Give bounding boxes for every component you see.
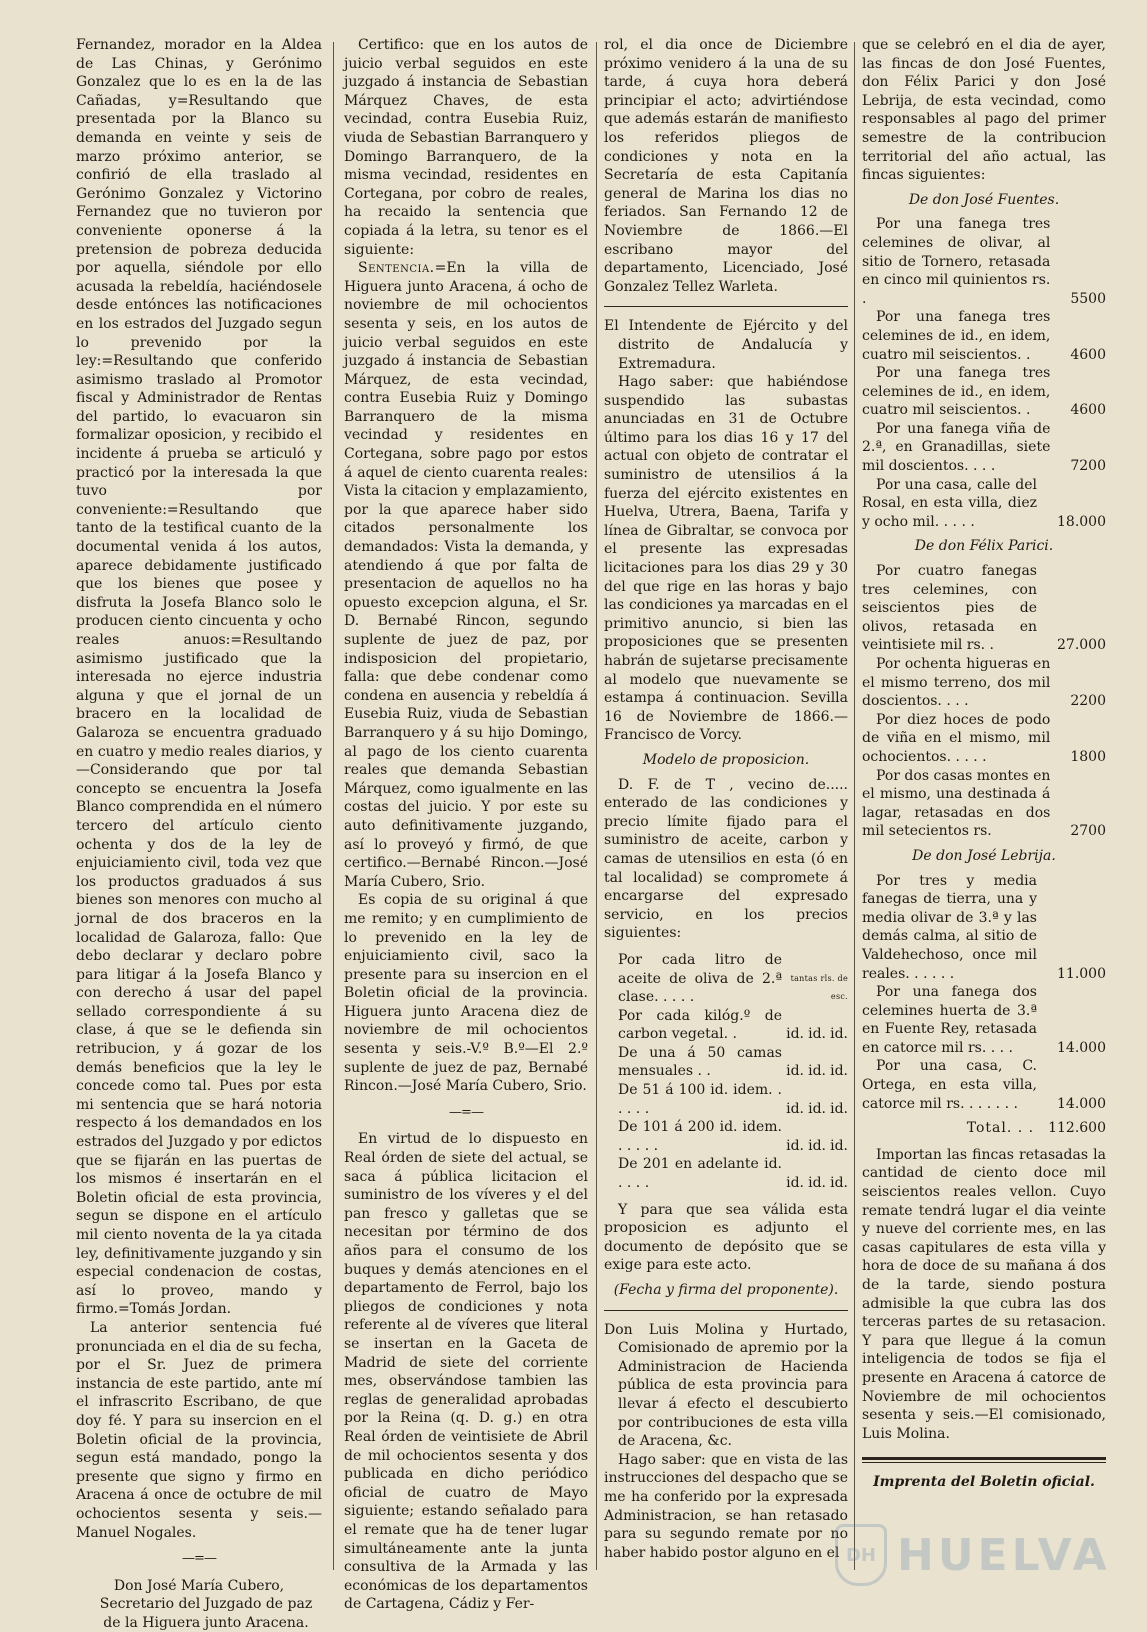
property-text: Por una casa, C. Ortega, en esta villa, catorce mil rs. . . . . . . [862, 1058, 1037, 1112]
retasacion-continuation: que se celebró en el dia de ayer, las fincas de don José Fuentes, don Félix Parici y don José Lebrija, de esta vecindad, como responsables al pago del primer semestre de la contribucion territorial del año actual, las fincas siguientes: [862, 37, 1106, 184]
column-3 [604, 36, 848, 1582]
total-value: 112.600 [1048, 1120, 1106, 1137]
model-title: Modelo de proposicion. [642, 751, 810, 768]
property-item [862, 767, 1106, 841]
signature-note: (Fecha y firma del proponente). [613, 1282, 839, 1298]
owner-heading-fuentes: De don José Fuentes. [908, 191, 1060, 208]
price-cell: id. [830, 1063, 848, 1080]
copy-paragraph: Es copia de su original á que me remito; y en cumplimiento de lo prevenido en la ley de enjuiciamiento civil, saco la presente para su insercion en el Boletin oficial de la provincia. Higuera junto Aracena diez de noviembre de mil ochocientos sesenta y seis.-V.º B.º—El 2.º suplente de juez de paz, Bernabé Rincon.—José María Cubero, Srio. [344, 892, 588, 1095]
price-cell: id. [830, 1137, 848, 1154]
price-table-row [604, 1007, 848, 1044]
price-cell: id. [786, 1100, 804, 1117]
horizontal-rule [604, 1310, 848, 1311]
model-paragraph: D. F. de T , vecino de..... enterado de las condiciones y precio límite fijado para el suministro de aceite, carbon y camas de utensilios en esta (ó en tal localidad) se compromete á encargarse del expresado servicio, en los precios siguientes: [604, 776, 848, 942]
imprint-line: Imprenta del Boletin oficial. [873, 1474, 1095, 1491]
price-label: De 201 en adelante id. . . . . [618, 1156, 782, 1192]
property-item [862, 655, 1106, 711]
price-cell: id. [786, 1026, 804, 1043]
property-amount: 1800 [1070, 748, 1106, 765]
property-item [862, 1057, 1106, 1113]
total-row [862, 1119, 1106, 1138]
column-divider [596, 42, 597, 1570]
commissioner-heading: Don Luis Molina y Hurtado, Comisionado de apremio por la Administracion de Hacienda pública de esta provincia para llevar á efecto el descubierto por contribuciones de esta villa de Aracena, &c. [604, 1321, 848, 1450]
property-item [862, 476, 1106, 532]
price-label: Por cada kilóg.º de carbon vegetal. . [618, 1007, 782, 1043]
column-divider [854, 42, 855, 1570]
property-amount: 27.000 [1057, 637, 1106, 654]
price-label: Por cada litro de aceite de oliva de 2.ª clase. . . . . [618, 951, 782, 1006]
property-text: Por ochenta higueras en el mismo terreno, dos mil doscientos. . . . [862, 656, 1051, 710]
price-cell: id. [830, 1175, 848, 1192]
price-cell: id. [786, 1063, 804, 1080]
property-text: Por una casa, calle del Rosal, en esta villa, diez y ocho mil. . . . . [862, 476, 1037, 530]
property-amount: 5500 [1070, 290, 1106, 307]
property-text: Por una fanega viña de 2.ª, en Granadillas, siete mil doscientos. . . . [862, 420, 1051, 475]
property-item [862, 215, 1106, 308]
property-text: Por una fanega dos celemines huerta de 3.ª en Fuente Rey, retasada en catorce mil rs. . . . [862, 984, 1037, 1056]
property-amount: 2200 [1070, 693, 1106, 710]
price-header: tantas rls. de esc. [790, 973, 848, 1002]
price-table-row [604, 951, 848, 1007]
price-cell: id. [786, 1175, 804, 1192]
closing-paragraph: Importan las fincas retasadas la cantidad de ciento doce mil seiscientos reales vellon. Cuyo remate tendrá lugar el dia veinte y nueve del corriente mes, en las casas capitulares de esta villa y hora de doce de su mañana á dos de la tarde, siendo postura admisible la que cubra las dos terceras partes de su retasacion. Y para que llegue á la comun inteligencia de todos se fija el presente en Aracena á catorce de Noviembre de mil ochocientos sesenta y seis.—El comisionado, Luis Molina. [862, 1146, 1106, 1442]
section-separator: —=— [449, 1104, 483, 1120]
price-cell: id. [808, 1063, 826, 1080]
property-text: Por una fanega tres celemines de olivar, al sitio de Tornero, retasada en cinco mil quinientos rs. . [862, 216, 1051, 307]
property-item [862, 308, 1106, 364]
price-cell: id. [786, 1137, 804, 1154]
watermark-text: HUELVA [897, 1529, 1111, 1581]
section-separator: —=— [182, 1551, 216, 1567]
price-cell: id. [808, 1026, 826, 1043]
property-text: Por diez hoces de podo de viña en el mismo, mil ochocientos. . . . . [862, 711, 1051, 765]
property-item [862, 711, 1106, 767]
property-item [862, 562, 1106, 655]
sentence-paragraph [344, 259, 588, 891]
owner-heading-parici: De don Félix Parici. [914, 538, 1054, 555]
property-text: Por una fanega tres celemines de id., en idem, cuatro mil seiscientos. . [862, 309, 1051, 363]
tender-notice-paragraph: En virtud de lo dispuesto en Real órden de siete del actual, se saca á pública licitacion el suministro de los víveres y el del pan fresco y galletas que se necesitan por término de dos años para el consumo de los buques y demás atenciones en el departamento de Ferrol, bajo los pliegos de condiciones y nota referente al de víveres que literal se insertan en la Gaceta de Madrid de siete del corriente mes, observándose tambien las reglas de generalidad aprobadas por la Reina (q. D. g.) en otra Real órden de veintisiete de Abril de mil ochocientos sesenta y dos publicada en dicho periódico oficial de cuatro de Mayo siguiente; estando señalado para el remate que ha de tener lugar simultáneamente ante la junta consultiva de la Armada y las económicas de los departamentos de Cartagena, Cádiz y Fer- [344, 1131, 588, 1613]
property-amount: 4600 [1070, 346, 1106, 363]
horizontal-rule [604, 306, 848, 307]
column-4 [862, 36, 1106, 1582]
price-table-row [604, 1044, 848, 1081]
total-label: Total. . . [966, 1120, 1035, 1137]
property-amount: 2700 [1070, 823, 1106, 840]
price-label: De 101 á 200 id. idem. . . . . . [618, 1119, 782, 1154]
price-label: De 51 á 100 id. idem. . . . . . [618, 1082, 782, 1117]
sentence-continuation: Fernandez, morador en la Aldea de Las Chinas, y Gerónimo Gonzalez que lo es en la de las Cañadas, y=Resultando que presentada por la Blanco su demanda en veinte y seis de marzo próximo anterior, se confirió de ella traslado al Gerónimo Gonzalez y Victorino Fernandez que no tuvieron por conveniente oponerse á la pretension de pobreza deducida por aquella, siéndole por ello acusada la rebeldía, haciéndosele desde entónces las notificaciones en los estrados del Juzgado segun lo prevenido por la ley:=Resultando que conferido asimismo traslado al Promotor fiscal y Administrador de Rentas del partido, lo evacuaron sin formalizar oposicion, y recibido el incidente á prueba se articuló y practicó por la interesada la que tuvo por conveniente:=Resultando que tanto de la testifical cuanto de la documental venida á los autos, aparece debidamente justificado que los bienes que posee y disfruta la Josefa Blanco solo le producen ciento cincuenta y ocho reales anuos:=Resultando asimismo justificado que la interesada no ejerce industria alguna y que el jornal de un bracero en la localidad de Galaroza se encuentra graduado en cuatro y medio reales diarios, y—Considerando que por tal concepto se encuentra la Josefa Blanco comprendida en el número tercero del artículo ciento ochenta y dos de la ley de enjuiciamiento civil, toda vez que los productos graduados á sus bienes son menores con mucho al jornal de dos braceros en la localidad de Galaroza, fallo: Que debo declarar y declaro pobre para litigar á la Josefa Blanco y con derecho á usar del papel sellado correspondiente á su clase, á que se le defienda sin retribucion, y á gozar de los demás beneficios que la ley le concede como tal. Pues por esta mi sentencia que se hará notoria respecto á los demandados en los estrados del Juzgado y por edictos que se fijarán en las puertas de los mismos é insertarán en el Boletin oficial de esta provincia, segun se dispone en el artículo mil ciento noventa de la ya citada ley, definitivamente juzgando y sin especial condenacion de costas, así lo proveo, mando y firmo.=Tomás Jordan. [76, 37, 322, 1318]
property-amount: 7200 [1070, 458, 1106, 475]
tender-notice-continuation: rol, el dia once de Diciembre próximo venidero á la una de su tarde, á cuya hora deberá principiar el acto; advirtiéndose que además estarán de manifiesto los referidos pliegos de condiciones y nota en la Secretaría de esta Capitanía general de Marina los dias no feriados. San Fernando 12 de Noviembre de 1866.—El escribano mayor del departamento, Licenciado, José Gonzalez Tellez Warleta. [604, 37, 848, 295]
notice-heading: Don José María Cubero, Secretario del Juzgado de paz de la Higuera junto Aracena. [99, 1577, 313, 1631]
pronouncement-paragraph: La anterior sentencia fué pronunciada en el dia de su fecha, por el Sr. Juez de primera instancia de este partido, ante mí el infrascrito Escribano, de que doy fé. Y para su insercion en el Boletin oficial de la provincia, segun está mandado, pongo la presente que signo y firmo en Aracena á once de octubre de mil ochocientos sesenta y seis.—Manuel Nogales. [76, 1319, 322, 1541]
property-item [862, 983, 1106, 1057]
price-table [604, 951, 848, 1193]
price-cell: id. [830, 1100, 848, 1117]
property-text: Por una fanega tres celemines de id., en idem, cuatro mil seiscientos. . [862, 365, 1051, 419]
sentence-label: Sentencia. [358, 260, 435, 277]
price-cell: id. [808, 1137, 826, 1154]
price-table-row [604, 1155, 848, 1192]
property-text: Por dos casas montes en el mismo, una destinada á lagar, retasadas en dos mil setecientos rs. [862, 767, 1051, 840]
owner-heading-lebrija: De don José Lebrija. [912, 847, 1056, 864]
property-item [862, 872, 1106, 984]
price-cell: id. [808, 1175, 826, 1192]
property-text: Por tres y media fanegas de tierra, una y media olivar de 3.ª y las demás calma, al sitio de Valdehechoso, once mil reales. . . . . . [862, 872, 1037, 982]
double-rule [862, 1457, 1106, 1463]
property-item [862, 364, 1106, 420]
property-amount: 14.000 [1057, 1095, 1106, 1112]
property-amount: 18.000 [1057, 513, 1106, 530]
validity-paragraph: Y para que sea válida esta proposicion es adjunto el documento de depósito que se exige para este acto. [604, 1201, 848, 1274]
price-label: De una á 50 camas mensuales . . [618, 1044, 782, 1080]
column-2 [344, 36, 588, 1613]
price-table-row [604, 1118, 848, 1155]
column-divider [333, 42, 334, 1570]
archive-watermark [835, 1524, 1115, 1586]
property-item [862, 420, 1106, 476]
retasacion-paragraph: Hago saber: que en vista de las instrucciones del despacho que se me ha conferido por la expresada Administracion, se han retasado para su segundo remate por no haber habido postor alguno en el [604, 1451, 848, 1561]
price-cell: id. [830, 1026, 848, 1043]
auction-notice-paragraph: Hago saber: que habiéndose suspendido las subastas anunciadas en 31 de Octubre último para los dias 16 y 17 del actual con objeto de contratar el suministro de utensilios á la fuerza del ejército existentes en Huelva, Utrera, Baena, Tarifa y línea de Gibraltar, se convoca por el presente las expresadas licitaciones para los dias 29 y 30 del que rige en las horas y bajo las condiciones ya marcadas en el primitivo anuncio, si bien las proposiciones que se presenten habrán de sujetarse precisamente al modelo que nuevamente se estampa á continuacion. Sevilla 16 de Noviembre de 1866.—Francisco de Vorcy. [604, 374, 848, 744]
price-cell: id. [808, 1100, 826, 1117]
certification-paragraph: Certifico: que en los autos de juicio verbal seguidos en este juzgado á instancia de Sebastian Márquez Chaves, de esta vecindad, contra Eusebia Ruiz, viuda de Sebastian Barranquero y Domingo Barranquero, de la misma vecindad, residentes en Cortegana, por cobro de reales, ha recaido la sentencia que copiada á la letra, su tenor es el siguiente: [344, 37, 588, 258]
column-1 [76, 36, 322, 1631]
property-amount: 14.000 [1057, 1039, 1106, 1056]
property-amount: 11.000 [1057, 965, 1106, 982]
shield-icon: DH [835, 1524, 887, 1586]
intendant-heading: El Intendente de Ejército y del distrito de Andalucía y Extremadura. [604, 318, 848, 372]
property-amount: 4600 [1070, 402, 1106, 419]
price-table-row [604, 1081, 848, 1118]
property-text: Por cuatro fanegas tres celemines, con seiscientos pies de olivos, retasada en veintisiete mil rs. . [862, 563, 1037, 654]
sentence-text: =En la villa de Higuera junto Aracena, á ocho de noviembre de mil ochocientos sesenta y seis, en los autos de juicio verbal seguidos en este juzgado á instancia de Sebastian Márquez, de esta vecindad, contra Eusebia Ruiz y Domingo Barranquero de la misma vecindad y residentes en Cortegana, sobre pago por estos á aquel de ciento cuarenta reales: Vista la citacion y emplazamiento, por la que aparece haber sido citados personalmente los demandados: Vista la demanda, y atendiendo á que por falta de presentacion de aquellos no ha opuesto excepcion alguna, el Sr. D. Bernabé Rincon, segundo suplente de juez de paz, por indisposicion del propietario, falla: que debe condenar como condena en ausencia y rebeldía á Eusebia Ruiz, viuda de Sebastian Barranquero y á su hijo Domingo, al pago de los ciento cuarenta reales que demanda Sebastian Márquez, como igualmente en las costas del juicio. Y por este su auto definitivamente juzgando, así lo proveyó y firmó, de que certifico.—Bernabé Rincon.—José María Cubero, Srio. [344, 260, 588, 890]
